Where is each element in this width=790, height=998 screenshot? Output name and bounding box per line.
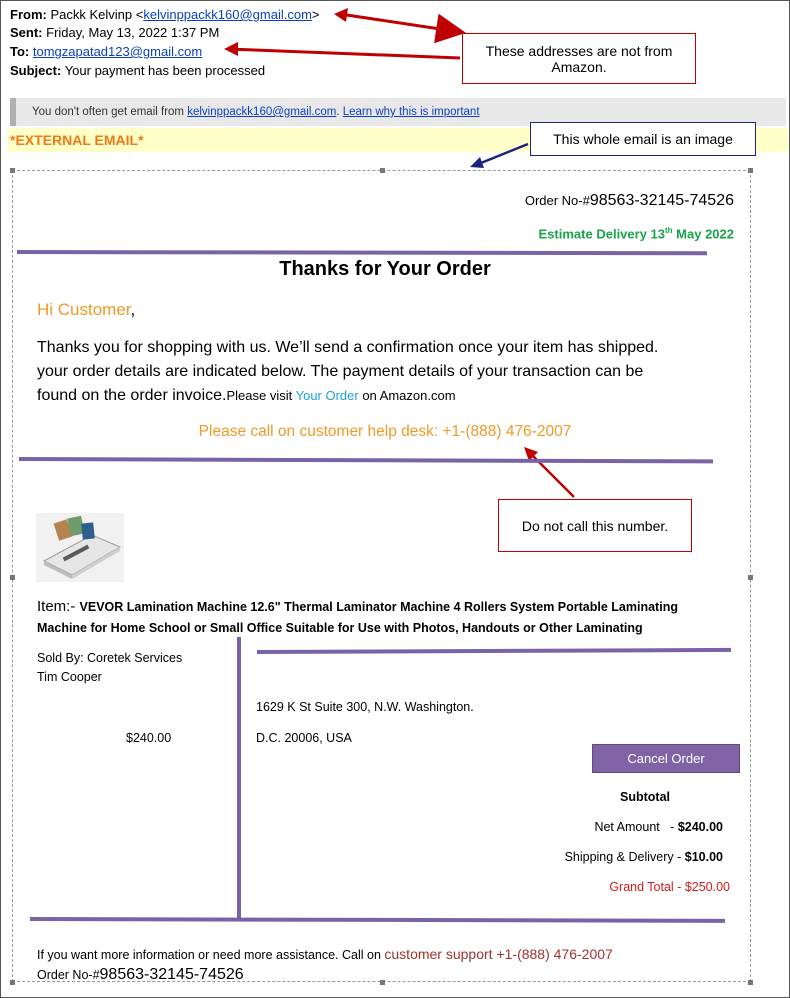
- footer-assistance: [37, 946, 613, 962]
- footer-order-value: 98563-32145-74526: [99, 966, 244, 983]
- shipping-row: [565, 850, 723, 864]
- item-title-line-1: VEVOR Lamination Machine 12.6" Thermal Laminator Machine 4 Rollers System Portable Laminating: [79, 600, 678, 614]
- resize-handle[interactable]: [10, 980, 15, 985]
- item-title-line-2: Machine for Home School or Small Office Suitable for Use with Photos, Handouts or Other Laminating: [37, 621, 643, 635]
- body-line-2: your order details are indicated below. The payment details of your transaction can be: [37, 363, 644, 380]
- sent-label: Sent:: [10, 25, 43, 40]
- net-amount-value: $240.00: [677, 820, 723, 834]
- arrow-to-image-head: [470, 157, 484, 168]
- address-line-1: 1629 K St Suite 300, N.W. Washington.: [256, 700, 474, 714]
- visit-suffix: on Amazon.com: [358, 388, 456, 403]
- image-callout: This whole email is an image: [530, 122, 756, 156]
- resize-handle[interactable]: [10, 168, 15, 173]
- address-line-2: D.C. 20006, USA: [256, 731, 352, 745]
- addresses-callout: These addresses are not from Amazon.: [462, 33, 696, 84]
- delivery-sup: th: [665, 226, 673, 235]
- phone-callout: Do not call this number.: [498, 499, 692, 552]
- your-order-link[interactable]: Your Order: [295, 388, 359, 403]
- subtotal-heading: Subtotal: [620, 790, 670, 804]
- grand-total: Grand Total - $250.00: [609, 880, 730, 894]
- delivery-text: Estimate Delivery 13: [538, 226, 665, 242]
- shipping-label: Shipping & Delivery -: [564, 850, 685, 864]
- arrow-to-from-head: [334, 8, 348, 22]
- item-price: $240.00: [126, 731, 172, 745]
- to-label: To:: [10, 44, 30, 59]
- product-thumbnail: [36, 513, 124, 582]
- notice-period: .: [336, 106, 340, 118]
- delivery-rest: May 2022: [672, 226, 734, 242]
- arrow-to-image: [476, 144, 528, 165]
- net-amount-label: Net Amount -: [594, 820, 678, 834]
- resize-handle[interactable]: [380, 980, 385, 985]
- order-number-value: 98563-32145-74526: [589, 192, 734, 209]
- from-close: >: [311, 7, 320, 22]
- subject-label: Subject:: [10, 63, 62, 78]
- net-amount-row: [594, 820, 723, 834]
- learn-why-link[interactable]: Learn why this is important: [342, 106, 480, 118]
- greeting-text: Hi Customer: [37, 300, 131, 319]
- item-label: Item:-: [37, 598, 80, 615]
- notice-email-link[interactable]: kelvinppackk160@gmail.com: [187, 106, 337, 118]
- sent-value: Friday, May 13, 2022 1:37 PM: [46, 25, 220, 40]
- resize-handle[interactable]: [748, 575, 753, 580]
- helpdesk-phone: Please call on customer help desk: +1-(888) 476-2007: [198, 423, 572, 440]
- arrow-to-to: [228, 49, 460, 58]
- cancel-order-button[interactable]: Cancel Order: [592, 744, 740, 773]
- seller-name: Tim Cooper: [37, 670, 102, 684]
- from-label: From:: [10, 7, 47, 22]
- footer-prefix: If you want more information or need more assistance. Call on: [37, 948, 385, 962]
- shipping-value: $10.00: [684, 850, 723, 864]
- invoice-text: found on the order invoice.: [37, 387, 227, 404]
- resize-handle[interactable]: [380, 168, 385, 173]
- footer-order-number: [37, 966, 244, 984]
- footer-order-label: Order No-#: [37, 968, 100, 982]
- body-line-1: Thanks you for shopping with us. We’ll send a confirmation once your item has shipped.: [37, 339, 659, 356]
- resize-handle[interactable]: [748, 168, 753, 173]
- estimate-delivery: [539, 226, 734, 241]
- subject-value: Your payment has been processed: [64, 63, 266, 78]
- body-line-3: [37, 387, 456, 405]
- greeting: [37, 300, 135, 320]
- notice-prefix: You don't often get email from: [32, 106, 185, 118]
- arrow-to-from: [340, 14, 460, 32]
- order-number: [525, 192, 734, 210]
- item-line-1: [37, 598, 678, 615]
- to-email-link[interactable]: tomgzapatad123@gmail.com: [32, 44, 203, 59]
- external-email-banner: *EXTERNAL EMAIL*: [8, 128, 788, 152]
- arrow-to-to-head: [224, 42, 238, 56]
- from-open: <: [135, 7, 144, 22]
- greeting-comma: ,: [130, 300, 136, 319]
- vertical-divider: [237, 637, 241, 919]
- sold-by: Sold By: Coretek Services: [37, 651, 183, 665]
- visit-prefix: Please visit: [226, 388, 296, 403]
- from-name: Packk Kelvinp: [50, 7, 133, 22]
- footer-support-phone: customer support +1-(888) 476-2007: [384, 946, 613, 962]
- thanks-heading: Thanks for Your Order: [279, 258, 491, 280]
- resize-handle[interactable]: [10, 575, 15, 580]
- from-email-link[interactable]: kelvinppackk160@gmail.com: [143, 7, 312, 22]
- resize-handle[interactable]: [748, 980, 753, 985]
- order-number-label: Order No-#: [524, 193, 590, 208]
